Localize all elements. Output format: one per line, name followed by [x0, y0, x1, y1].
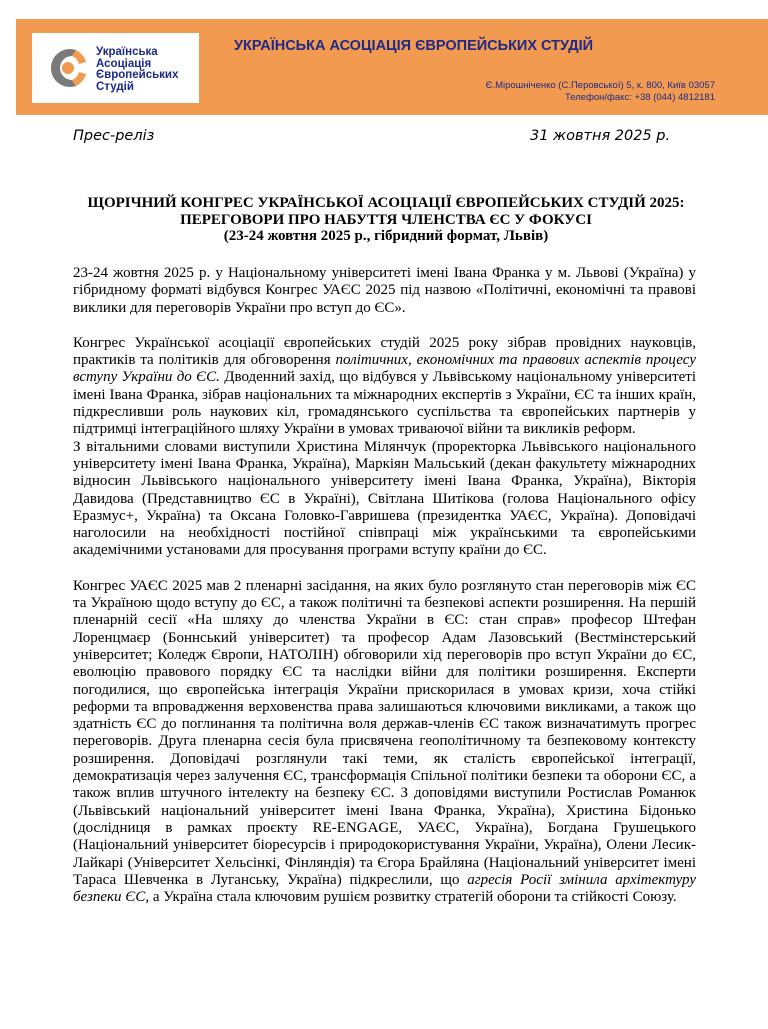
- title-subline: (23-24 жовтня 2025 р., гібридний формат, Львів): [223, 228, 549, 244]
- paragraph-plenary: [73, 578, 696, 907]
- emphasis-text: агресія Росії змінила архітектуру безпеки ЄС,: [73, 871, 696, 906]
- logo-line: Асоціація: [96, 57, 152, 70]
- emphasis-text: політичних, економічних та правових аспектів процесу вступу України до ЄС.: [73, 352, 696, 386]
- document-type: Прес-реліз: [73, 128, 155, 144]
- paragraph-congress: [73, 335, 696, 439]
- phone: Телефон/факс: +38 (044) 4812181: [565, 92, 715, 103]
- logo-mark-icon: [46, 44, 88, 92]
- logo-wordmark: [96, 47, 178, 93]
- text-run: Конгрес УАЄС 2025 мав 2 пленарні засідання, на яких було розглянуто стан переговорів між ЄС та Україною щодо вступу до ЄС, а також політичні та безпекові аспекти розширення. На першій пленарній сесії «На шляху до членства України в ЄС: стан справ» професор Штефан Лоренцмаєр (Боннський університет) та професор Адам Лазовський (Вестмінстерський університет; Коледж Європи, НАТОЛІН) обговорили хід переговорів про вступ України до ЄС, еволюцію правового порядку ЄС та наслідки війни для політики розширення. Експерти погодилися, що європейська інтеграція України прискорилася в умовах кризи, хоча стійкі реформи та впровадження верховенства права залишаються ключовими викликами, а також що здатність ЄС до поглинання та політична воля держав-членів ЄС також визначатимуть прогрес переговорів. Друга пленарна сесія була присвячена геополітичному та безпековому контексту розширення. Доповідачі розглянули такі теми, як сталість європейської інтеграції, демократизація через залучення ЄС, трансформація Спільної політики безпеки та оборони ЄС, а також вплив штучного інтелекту на безпеку ЄС. З доповідями виступили Ростислав Романюк (Львівський національний університет імені Івана Франка, Україна), Христина Бідонько (дослідниця в рамках проєкту RE-ENGAGE, УАЄС, Україна), Богдана Грушецького (Національний університет біоресурсів і природокористування України, Україна), Олени Лесик-Лайкарі (Університет Хельсінкі, Фінляндія) та Єгора Брайляна (Національний університет імені Тараса Шевченка в Луганську, Україна) підкреслили, що: [73, 577, 696, 888]
- title-line: ПЕРЕГОВОРИ ПРО НАБУТТЯ ЧЛЕНСТВА ЄС У ФОКУСІ: [180, 211, 592, 228]
- organization-title: УКРАЇНСЬКА АСОЦІАЦІЯ ЄВРОПЕЙСЬКИХ СТУДІЙ: [234, 38, 594, 54]
- logo-line: Європейських: [96, 69, 179, 81]
- logo: [32, 33, 199, 103]
- text-run: а Україна стала ключовим рушієм розвитку стратегій оборони та стійкості Союзу.: [149, 889, 677, 906]
- paragraph-welcome: З вітальними словами виступили Христина Мілянчук (проректорка Львівського національного університету імені Івана Франка, Україна), Маркіян Мальський (декан факультету міжнародних відносин Львівського національного університету імені Івана Франка, Україна), Вікторія Давидова (Представництво ЄС в Україні), Світлана Шитікова (голова Національного офісу Еразмус+, Україна) та Оксана Головко-Гавришева (президентка УАЄС, Україна). Доповідачі наголосили на необхідності постійної співпраці між українськими та європейськими академічними установами для просування програми вступу країни до ЄС.: [73, 438, 696, 559]
- paragraph-intro: 23-24 жовтня 2025 р. у Національному університеті імені Івана Франка у м. Львові (Україна) у гібридному форматі відбувся Конгрес УАЄС 2025 під назвою «Політичні, економічні та правові виклики для переговорів України про вступ до ЄС».: [73, 265, 696, 316]
- logo-line: Студій: [96, 80, 134, 93]
- page-title: [62, 195, 710, 245]
- article-body: [73, 265, 696, 906]
- contact-block: [486, 80, 715, 104]
- letterhead-band: [16, 19, 768, 115]
- title-line: ЩОРІЧНИЙ КОНГРЕС УКРАЇНСЬКОЇ АСОЦІАЦІЇ ЄВРОПЕЙСЬКИХ СТУДІЙ 2025:: [87, 195, 685, 211]
- text-run: Дводенний захід, що відбувся у Львівському національному університеті імені Івана Франка, зібрав національних та міжнародних експертів з України, ЄС та інших країн, підкресливши роль наукових кіл, громадянського суспільства та європейських партнерів у підтримці інтеграційного шляху України в умовах триваючої війни та викликів реформ.: [73, 369, 697, 438]
- address: Є.Мірошніченко (С.Перовської) 5, к. 800, Київ 03057: [485, 80, 715, 91]
- logo-line: Українська: [96, 46, 158, 58]
- document-date: 31 жовтня 2025 р.: [530, 128, 671, 144]
- text-run: Конгрес Української асоціації європейських студій 2025 року зібрав провідних науковців, практиків та політиків для обговорення: [73, 334, 696, 369]
